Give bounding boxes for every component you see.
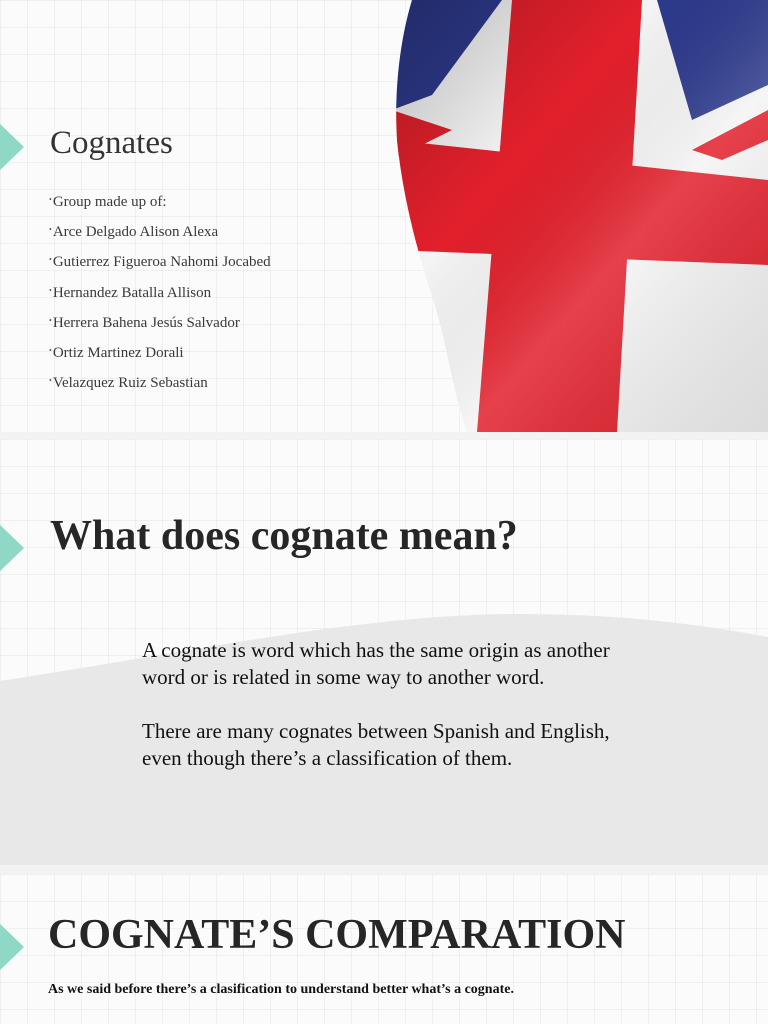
slide-2 <box>0 439 768 865</box>
definition-text <box>142 637 622 799</box>
chevron-accent-icon <box>0 523 26 573</box>
paragraph: A cognate is word which has the same origin as another word or is related in some way to another word. <box>142 638 610 689</box>
paragraph: There are many cognates between Spanish and English, even though there’s a classification of them. <box>142 719 610 770</box>
list-item: •Ortiz Martinez Dorali <box>49 345 184 362</box>
slide-gap <box>0 432 768 439</box>
member-list <box>49 186 271 397</box>
list-item: •Group made up of: <box>49 194 167 210</box>
list-item: •Herrera Bahena Jesús Salvador <box>49 314 240 331</box>
intro-text: As we said before there’s a clasification to understand better what’s a cognate. <box>48 982 514 997</box>
slide-gap <box>0 865 768 874</box>
chevron-accent-icon <box>0 122 26 172</box>
list-item: •Velazquez Ruiz Sebastian <box>49 375 208 392</box>
slide-1 <box>0 0 768 432</box>
slide-3 <box>0 874 768 1024</box>
slide-title: Cognates <box>50 125 173 161</box>
list-item: •Gutierrez Figueroa Nahomi Jocabed <box>49 254 271 271</box>
union-jack-flag-icon <box>392 0 768 432</box>
slide-title: COGNATE’S COMPARATION <box>48 912 626 958</box>
list-item: •Arce Delgado Alison Alexa <box>49 224 219 241</box>
slide-title: What does cognate mean? <box>50 513 518 559</box>
list-item: •Hernandez Batalla Allison <box>49 284 212 301</box>
chevron-accent-icon <box>0 922 26 972</box>
